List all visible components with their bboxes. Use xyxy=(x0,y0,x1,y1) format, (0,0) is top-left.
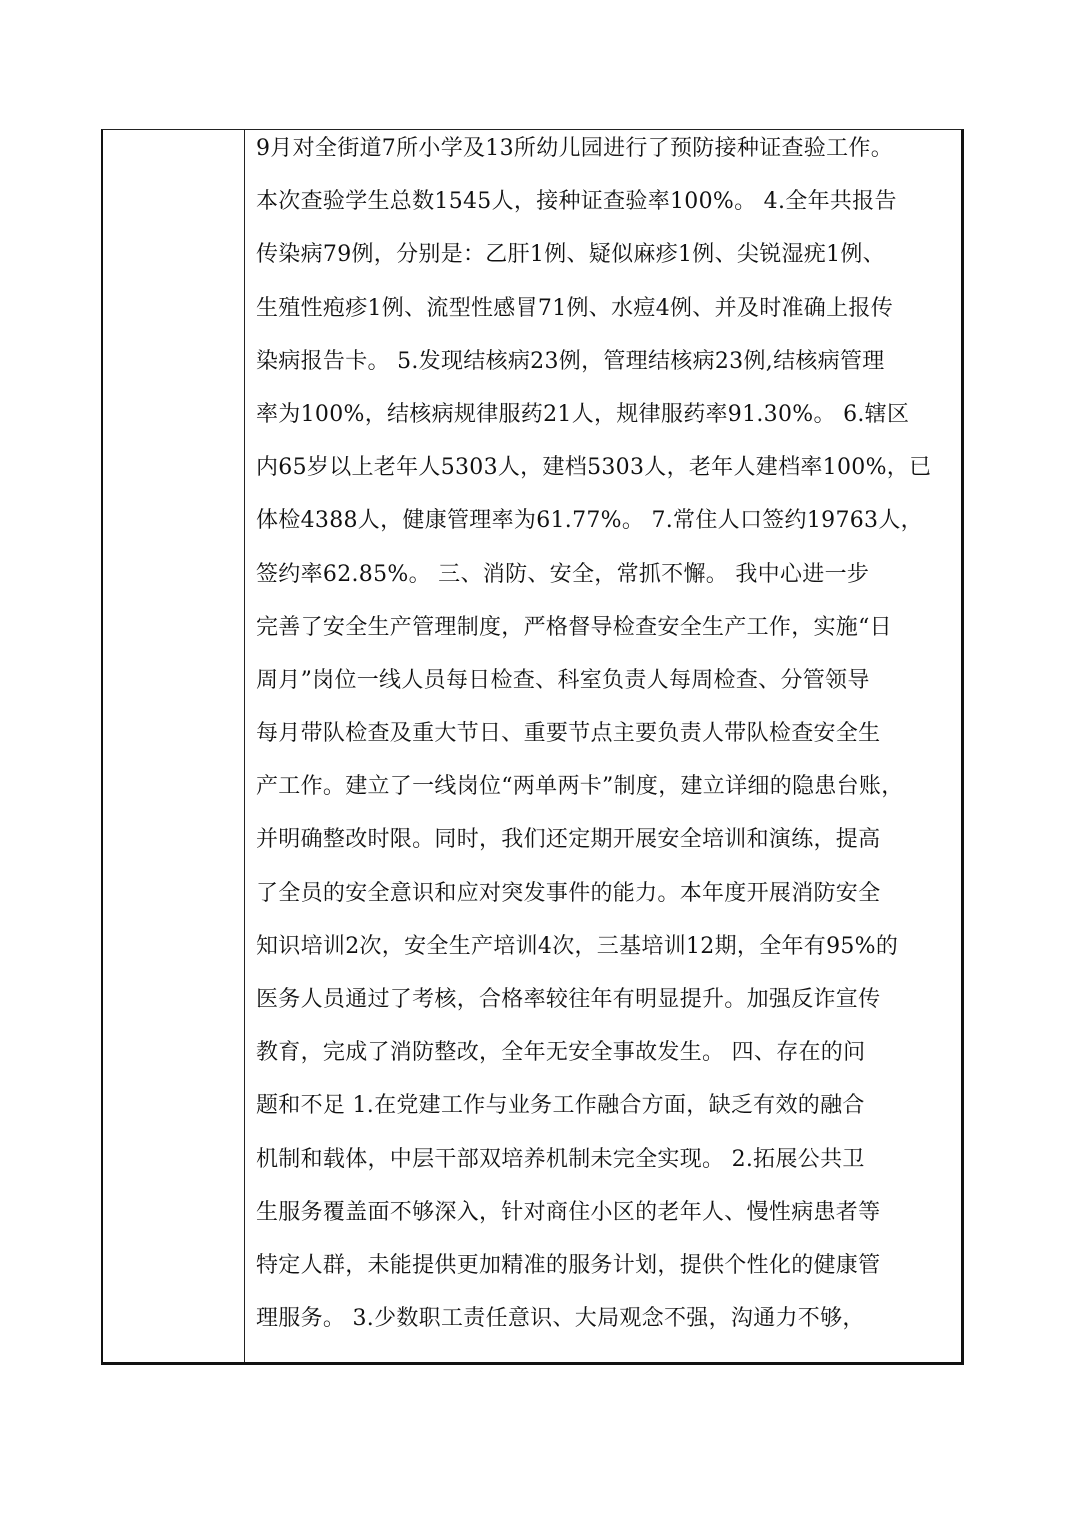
text-line: 内65岁以上老年人5303人，建档5303人，老年人建档率100%，已 xyxy=(256,455,932,481)
text-line: 医务人员通过了考核，合格率较往年有明显提升。加强反诈宣传 xyxy=(256,987,881,1012)
text-line: 教育，完成了消防整改，全年无安全事故发生。 四、存在的问 xyxy=(256,1040,866,1066)
report-table xyxy=(101,129,964,1365)
text-line: 9月对全街道7所小学及13所幼儿园进行了预防接种证查验工作。 xyxy=(256,136,893,161)
text-line: 了全员的安全意识和应对突发事件的能力。本年度开展消防安全 xyxy=(256,880,881,906)
column-divider xyxy=(244,130,245,1362)
table-content-cell xyxy=(256,130,956,1345)
table-left-cell xyxy=(103,130,244,1362)
text-line: 率为100%，结核病规律服药21人，规律服药率91.30%。 6.辖区 xyxy=(256,401,910,427)
text-line: 本次查验学生总数1545人，接种证查验率100%。 4.全年共报告 xyxy=(256,189,897,215)
text-line: 每月带队检查及重大节日、重要节点主要负责人带队检查安全生 xyxy=(256,721,881,747)
text-line: 生服务覆盖面不够深入，针对商住小区的老年人、慢性病患者等 xyxy=(256,1199,881,1225)
text-line: 机制和载体，中层干部双培养机制未完全实现。 2.拓展公共卫 xyxy=(256,1146,865,1172)
text-line: 签约率62.85%。 三、消防、安全，常抓不懈。 我中心进一步 xyxy=(256,561,870,587)
text-line: 体检4388人，健康管理率为61.77%。 7.常住人口签约19763人， xyxy=(256,508,923,534)
text-line: 生殖性疱疹1例、流型性感冒71例、水痘4例、并及时准确上报传 xyxy=(256,295,893,321)
text-line: 染病报告卡。 5.发现结核病23例，管理结核病23例,结核病管理 xyxy=(256,348,885,374)
text-line: 并明确整改时限。同时，我们还定期开展安全培训和演练，提高 xyxy=(256,827,881,853)
text-line: 题和不足 1.在党建工作与业务工作融合方面，缺乏有效的融合 xyxy=(256,1093,865,1119)
text-line: 产工作。建立了一线岗位“两单两卡”制度，建立详细的隐患台账， xyxy=(256,774,904,800)
text-line: 周月”岗位一线人员每日检查、科室负责人每周检查、分管领导 xyxy=(256,667,870,693)
text-line: 理服务。 3.少数职工责任意识、大局观念不强，沟通力不够， xyxy=(256,1306,865,1332)
text-line: 传染病79例，分别是：乙肝1例、疑似麻疹1例、尖锐湿疣1例、 xyxy=(256,242,885,268)
text-line: 特定人群，未能提供更加精准的服务计划，提供个性化的健康管 xyxy=(256,1252,881,1278)
text-line: 完善了安全生产管理制度，严格督导检查安全生产工作，实施“日 xyxy=(256,614,892,640)
text-line: 知识培训2次，安全生产培训4次，三基培训12期，全年有95%的 xyxy=(256,933,899,959)
